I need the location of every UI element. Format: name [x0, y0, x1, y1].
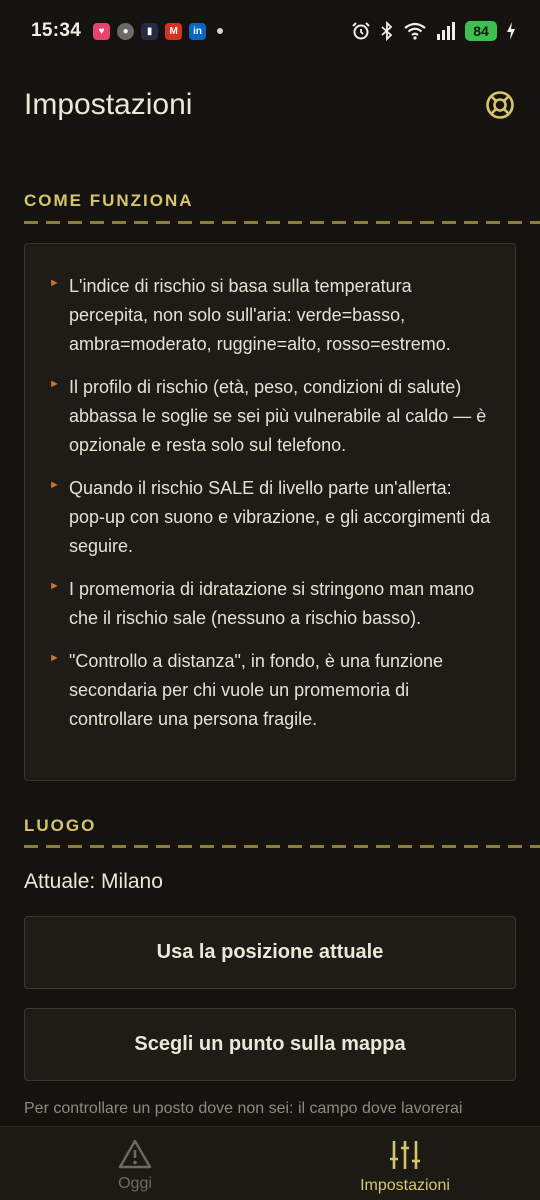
location-hint: Per controllare un posto dove non sei: il campo dove lavorerai: [24, 1100, 463, 1117]
game-app-icon: ▮: [141, 23, 158, 40]
warning-icon: [118, 1139, 152, 1169]
status-time: 15:34: [31, 20, 82, 41]
gmail-icon: M: [165, 23, 182, 40]
alarm-icon: [351, 21, 371, 41]
pick-map-point-button[interactable]: Scegli un punto sulla mappa: [24, 1008, 516, 1081]
bullet-icon: ►: [49, 580, 60, 592]
nav-settings[interactable]: [270, 1127, 540, 1200]
sliders-icon: [388, 1139, 422, 1171]
page-title: Impostazioni: [24, 88, 193, 121]
info-item: ► Il profilo di rischio (età, peso, condizioni di salute) abbassa le soglie se sei più vulnerabile al caldo — è opzionale e resta solo sul telefono.: [49, 373, 491, 460]
info-item: ► I promemoria di idratazione si stringono man mano che il rischio sale (nessuno a rischio basso).: [49, 575, 491, 633]
info-item: ► "Controllo a distanza", in fondo, è una funzione secondaria per chi vuole un promemoria di controllare una persona fragile.: [49, 647, 491, 734]
system-icons: [351, 21, 516, 41]
charging-icon: [506, 21, 516, 41]
moon-app-icon: ●: [117, 23, 134, 40]
nav-settings-label: Impostazioni: [360, 1177, 450, 1194]
nav-today[interactable]: [0, 1127, 270, 1200]
bottom-navigation: [0, 1126, 540, 1200]
nav-today-label: Oggi: [118, 1175, 152, 1192]
linkedin-icon: in: [189, 23, 206, 40]
battery-indicator: 84: [465, 21, 497, 41]
bullet-icon: ►: [49, 652, 60, 664]
location-header: LUOGO: [24, 816, 97, 835]
how-it-works-header: COME FUNZIONA: [24, 191, 194, 210]
section-divider: [24, 221, 540, 224]
bullet-icon: ►: [49, 277, 60, 289]
notification-icons: [93, 23, 223, 40]
bullet-icon: ►: [49, 378, 60, 390]
app-bar: [24, 82, 516, 128]
info-item: ► L'indice di rischio si basa sulla temperatura percepita, non solo sull'aria: verde=basso, ambra=moderato, ruggine=alto, rosso=estremo.: [49, 272, 491, 359]
lifebuoy-icon: [485, 90, 515, 120]
signal-icon: [436, 22, 456, 40]
wifi-icon: [403, 21, 427, 41]
bluetooth-icon: [380, 21, 394, 41]
more-notifications-dot-icon: [217, 28, 223, 34]
info-item: ► Quando il rischio SALE di livello parte un'allerta: pop-up con suono e vibrazione, e gli accorgimenti da seguire.: [49, 474, 491, 561]
status-bar: [0, 0, 540, 62]
bullet-icon: ►: [49, 479, 60, 491]
use-current-location-button[interactable]: Usa la posizione attuale: [24, 916, 516, 989]
current-location-label: Attuale: Milano: [24, 870, 163, 893]
how-it-works-card: [24, 243, 516, 781]
section-divider: [24, 845, 540, 848]
gift-app-icon: ♥: [93, 23, 110, 40]
help-button[interactable]: [484, 89, 516, 121]
